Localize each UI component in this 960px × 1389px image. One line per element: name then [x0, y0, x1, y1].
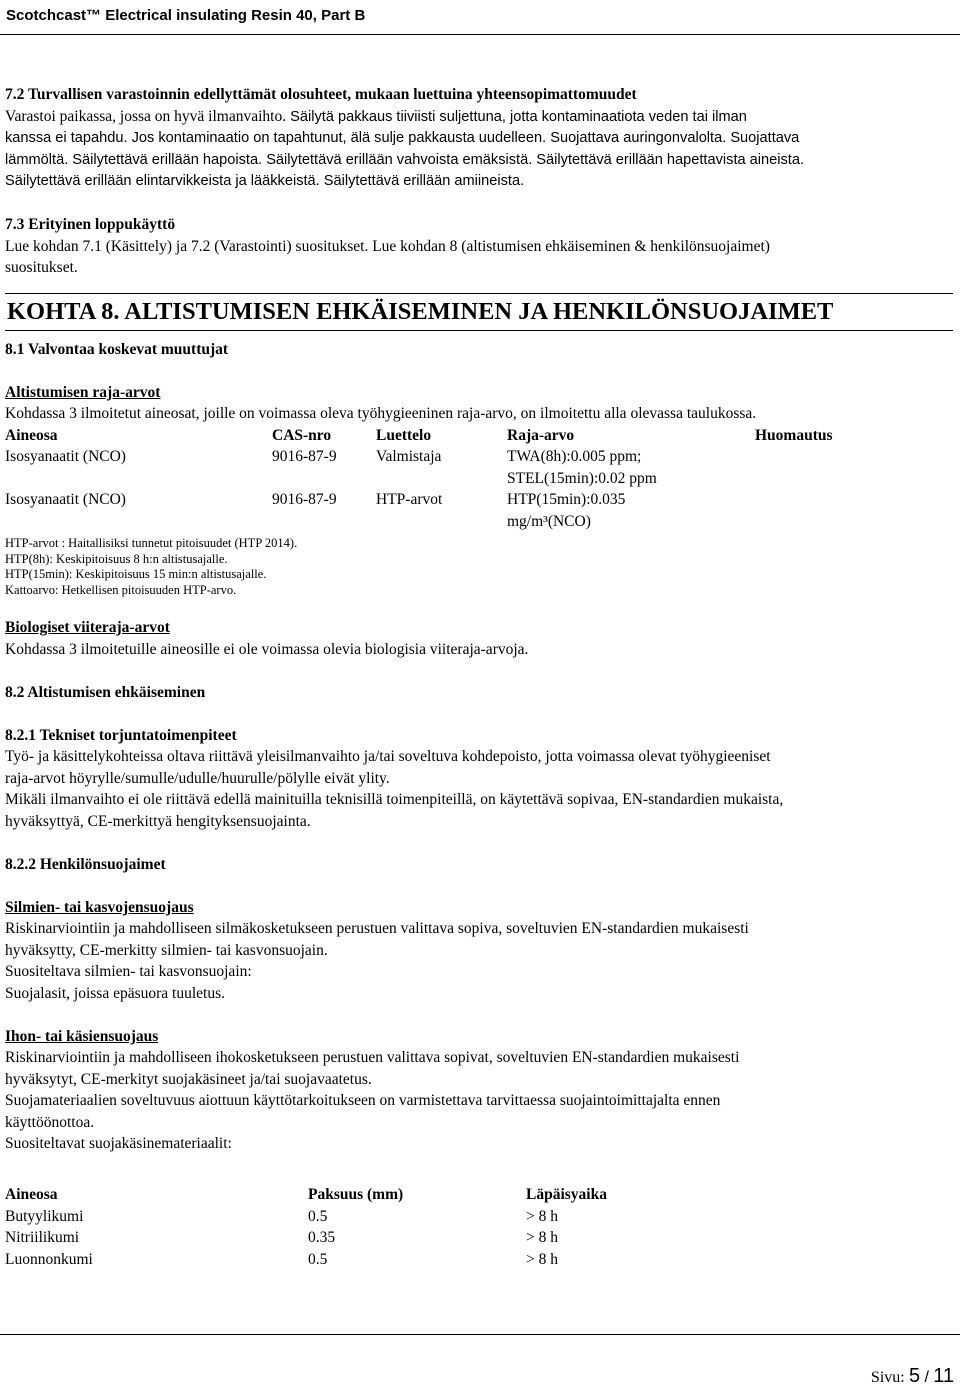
cell-raja-arvo — [507, 446, 755, 489]
skin-protection-text-5: Suositeltavat suojakäsinemateriaalit: — [5, 1135, 232, 1152]
table-note: HTP(8h): Keskipitoisuus 8 h:n altistusajalle. — [5, 551, 228, 566]
cell-aineosa: Isosyanaatit (NCO) — [5, 491, 126, 508]
table-row — [5, 1227, 607, 1249]
section-7-3-heading: 7.3 Erityinen loppukäyttö — [5, 216, 176, 233]
section-8-2-1-text-3: Mikäli ilmanvaihto ei ole riittävä edellä mainituilla teknisillä toimenpiteillä, on käytettävä sopivaa, EN-standardien mukaista, — [5, 791, 784, 808]
cell-cas: 9016-87-9 — [272, 491, 337, 508]
table-note: HTP(15min): Keskipitoisuus 15 min:n altistusajalle. — [5, 567, 267, 581]
col-header-raja-arvo: Raja-arvo — [507, 426, 575, 444]
section-7-2-text-3: lämmöltä. Säilytettävä erillään hapoista. Säilytettävä erillään vahvoista emäksistä. Säilytettävä erillään hapettavista aineista. — [5, 151, 805, 168]
cell-raja-arvo-line1: TWA(8h):0.005 ppm; — [507, 448, 642, 465]
eye-protection-text-4: Suojalasit, joissa epäsuora tuuletus. — [5, 984, 225, 1002]
col-header-huomautus: Huomautus — [755, 426, 833, 444]
biological-limits-heading: Biologiset viiteraja-arvot — [5, 619, 170, 636]
col-header-luettelo: Luettelo — [376, 426, 432, 444]
document-title: Scotchcast™ Electrical insulating Resin 40, Part B — [6, 7, 366, 24]
section-7-2-text-2: kanssa ei tapahdu. Jos kontaminaatio on tapahtunut, älä sulje pakkausta uudelleen. Suojattava auringonvalolta. Suojattava — [5, 130, 800, 146]
cell-luettelo: Valmistaja — [376, 448, 442, 465]
section-8-1-heading: 8.1 Valvontaa koskevat muuttujat — [5, 340, 229, 358]
cell-aineosa: Luonnonkumi — [5, 1250, 93, 1268]
page-number: 5 — [909, 1365, 921, 1387]
cell-huomautus — [755, 446, 833, 489]
col-header-cas: CAS-nro — [272, 426, 332, 444]
biological-limits-text: Kohdassa 3 ilmoitetuille aineosille ei ole voimassa olevia biologisia viiteraja-arvoja. — [5, 640, 529, 658]
page-label: Sivu: — [870, 1369, 905, 1386]
section-7-3-text-1: Lue kohdan 7.1 (Käsittely) ja 7.2 (Varastointi) suositukset. Lue kohdan 8 (altistumisen ehkäiseminen & henkilönsuojaimet) — [5, 237, 770, 255]
skin-protection-text-3: Suojamateriaalien soveltuvuus aiottuun käyttötarkoitukseen on varmistettava tarvittaessa suojaintoimittajalta ennen — [5, 1092, 721, 1109]
col-header-lapaisyaika: Läpäisyaika — [526, 1186, 607, 1203]
cell-paksuus: 0.5 — [308, 1207, 328, 1225]
skin-protection-heading: Ihon- tai käsiensuojaus — [5, 1027, 159, 1045]
section-8-2-1-text-4: hyväksyttyä, CE-merkittyä hengityksensuojainta. — [5, 812, 311, 830]
cell-aineosa: Isosyanaatit (NCO) — [5, 448, 126, 465]
section-8-2-1-heading: 8.2.1 Tekniset torjuntatoimenpiteet — [5, 726, 237, 744]
section-7-2-text-1 — [5, 106, 953, 129]
table-header-row — [5, 1184, 607, 1206]
table-row — [5, 1249, 607, 1271]
exposure-limits-table — [5, 425, 833, 533]
cell-raja-arvo-line2: mg/m³(NCO) — [507, 512, 591, 530]
table-note: HTP-arvot : Haitallisiksi tunnetut pitoisuudet (HTP 2014). — [5, 536, 298, 550]
cell-aineosa: Nitriilikumi — [5, 1229, 80, 1246]
cell-paksuus: 0.35 — [308, 1229, 336, 1246]
cell-lapaisyaika: > 8 h — [526, 1229, 558, 1246]
col-header-aineosa: Aineosa — [5, 426, 58, 444]
exposure-limits-text: Kohdassa 3 ilmoitetut aineosat, joille on voimassa oleva työhygieeninen raja-arvo, on ilmoitettu alla olevassa taulukossa. — [5, 405, 757, 422]
cell-huomautus — [755, 489, 833, 532]
cell-cas: 9016-87-9 — [272, 448, 337, 465]
page-total: 11 — [933, 1365, 954, 1387]
section-7-2-heading: 7.2 Turvallisen varastoinnin edellyttämät olosuhteet, mukaan luettuina yhteensopimattomuudet — [5, 86, 637, 103]
glove-materials-table — [5, 1184, 607, 1270]
cell-paksuus: 0.5 — [308, 1250, 328, 1268]
page-footer — [871, 1366, 954, 1389]
cell-lapaisyaika: > 8 h — [526, 1250, 558, 1268]
section-7-3-text-2: suositukset. — [5, 259, 78, 276]
cell-aineosa: Butyylikumi — [5, 1207, 84, 1225]
page-header — [0, 0, 960, 35]
table-header-row — [5, 425, 833, 447]
skin-protection-text-2: hyväksytyt, CE-merkityt suojakäsineet ja/tai suojavaatetus. — [5, 1070, 372, 1088]
section-7-2-text-1a: Varastoi paikassa, jossa on hyvä ilmanvaihto. — [5, 107, 287, 125]
section-8-2-heading: 8.2 Altistumisen ehkäiseminen — [5, 683, 206, 701]
table-row — [5, 489, 833, 532]
table-note: Kattoarvo: Hetkellisen pitoisuuden HTP-arvo. — [5, 582, 237, 597]
section-7-2-text-1b: Säilytä pakkaus tiiviisti suljettuna, jotta kontaminaatiota veden tai ilman — [286, 108, 747, 125]
cell-luettelo: HTP-arvot — [376, 491, 443, 508]
skin-protection-text-4: käyttöönottoa. — [5, 1113, 95, 1131]
cell-raja-arvo-line1: HTP(15min):0.035 — [507, 491, 626, 508]
eye-protection-text-1: Riskinarviointiin ja mahdolliseen silmäkosketukseen perustuen valittava sopiva, soveltuvien EN-standardien mukaisesti — [5, 920, 749, 937]
eye-protection-heading: Silmien- tai kasvojensuojaus — [5, 898, 194, 916]
section-7-2-text-4: Säilytettävä erillään elintarvikkeista ja lääkkeistä. Säilytettävä erillään amiineista. — [5, 173, 525, 189]
cell-raja-arvo-line2: STEL(15min):0.02 ppm — [507, 469, 657, 487]
page-separator: / — [924, 1369, 929, 1386]
page-content — [5, 84, 953, 1270]
eye-protection-text-3: Suositeltava silmien- tai kasvonsuojain: — [5, 963, 252, 980]
section-8-title: KOHTA 8. ALTISTUMISEN EHKÄISEMINEN JA HENKILÖNSUOJAIMET — [5, 293, 953, 331]
table-row — [5, 1206, 607, 1228]
cell-lapaisyaika: > 8 h — [526, 1207, 558, 1225]
col-header-paksuus: Paksuus (mm) — [308, 1186, 404, 1203]
skin-protection-text-1: Riskinarviointiin ja mahdolliseen ihokosketukseen perustuen valittava sopivat, soveltuvien EN-standardien mukaisesti — [5, 1049, 740, 1066]
col-header-aineosa: Aineosa — [5, 1186, 58, 1203]
exposure-limits-heading: Altistumisen raja-arvot — [5, 383, 161, 401]
footer-divider — [0, 1334, 960, 1335]
table-row — [5, 446, 833, 489]
cell-raja-arvo — [507, 489, 755, 532]
section-8-2-2-heading: 8.2.2 Henkilönsuojaimet — [5, 855, 166, 873]
section-8-2-1-text-2: raja-arvot höyrylle/sumulle/udulle/huurulle/pölylle eivät ylity. — [5, 769, 390, 787]
section-8-2-1-text-1: Työ- ja käsittelykohteissa oltava riittävä yleisilmanvaihto ja/tai soveltuva kohdepoisto, jotta voimassa olevat työhygieeniset — [5, 748, 771, 765]
eye-protection-text-2: hyväksytty, CE-merkitty silmien- tai kasvonsuojain. — [5, 941, 328, 959]
